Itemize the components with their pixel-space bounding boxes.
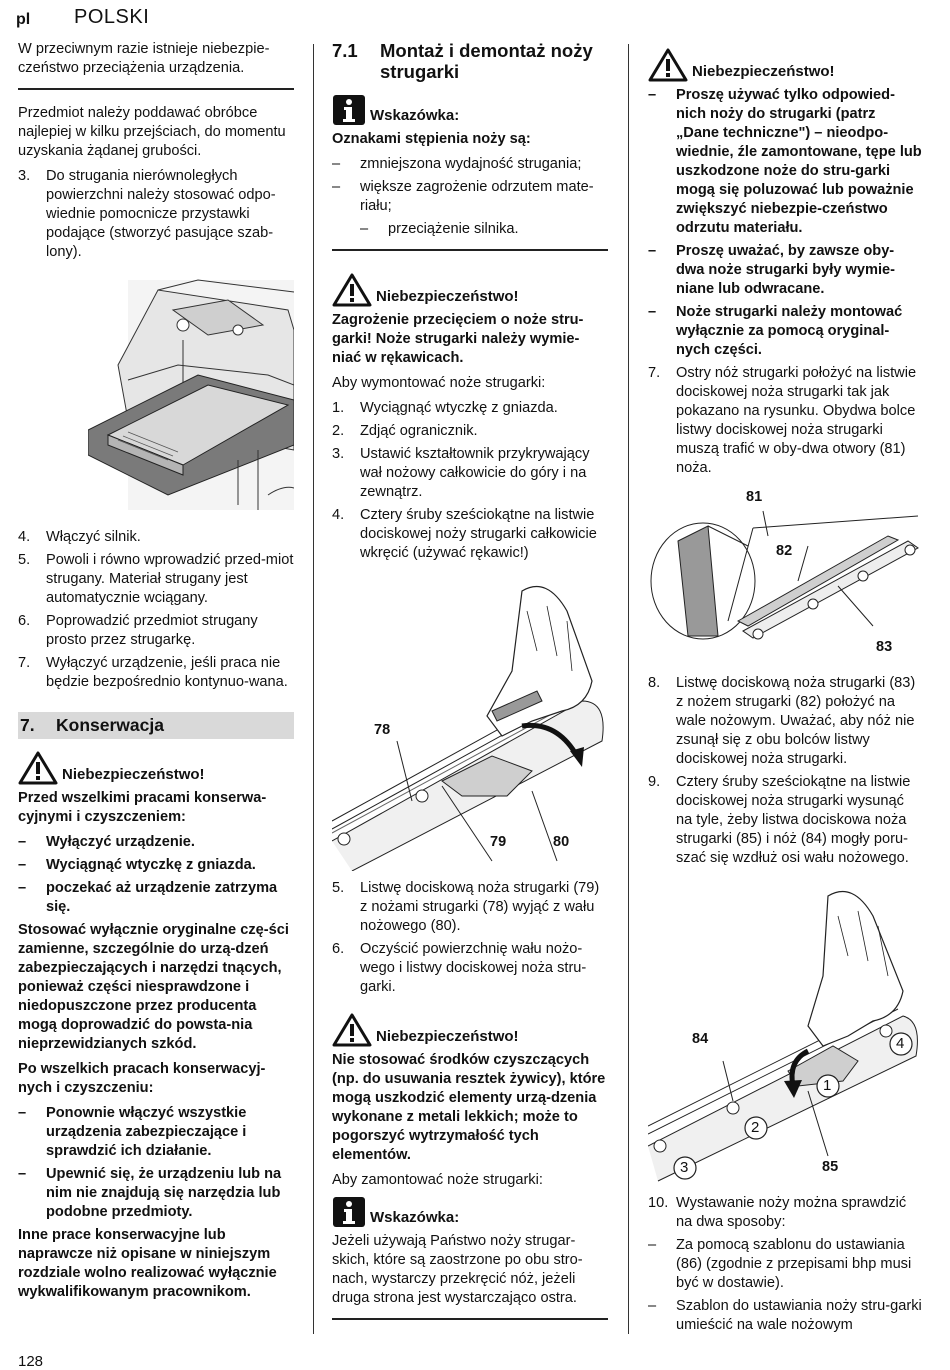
info-icon <box>332 1196 366 1228</box>
list-subitem: – przeciążenie silnika. <box>360 221 519 237</box>
list-item: – Proszę używać tylko odpowied-nich noży do strugarki (patrz „Dane techniczne") – nieodpo-wiednie, źle zamontowane, tępe lub uszkodzone noże do stru-garki mogą się poluzować lub poważnie zwiększyć niebezpie-czeństwo odrzutu materiału. <box>648 87 922 236</box>
remove-intro: Aby wymontować noże strugarki: <box>332 375 546 391</box>
list-item: – większe zagrożenie odrzutem mate-riału; <box>332 179 594 214</box>
danger-heading: Niebezpieczeństwo! <box>332 273 608 307</box>
warning-icon <box>648 48 688 82</box>
list-item: – Szablon do ustawiania noży stru-garki umieścić na wale nożowym <box>648 1298 922 1333</box>
figure-label: 84 <box>692 1031 709 1047</box>
parts-paragraph: Stosować wyłącznie oryginalne czę-ści zamienne, szczególnie do urzą-dzeń zabezpieczających i narzędzi tnących, ponieważ części niesprawdzone i niedopuszczone przez producenta mogą doprowadzić do powsta-nia nieprzewidzianych szkód. <box>18 922 289 1052</box>
list-item: – Ponownie włączyć wszystkie urządzenia zabezpieczające i sprawdzić ich działanie. <box>18 1105 247 1159</box>
figure-label: 80 <box>553 834 570 850</box>
divider <box>332 1318 608 1320</box>
knife-removal-figure <box>332 571 608 871</box>
section-heading: 7. Konserwacja <box>18 712 294 739</box>
step-item: 6. Poprowadzić przedmiot strugany prosto przez strugarkę. <box>18 613 258 648</box>
danger-heading: Niebezpieczeństwo! <box>332 1013 608 1047</box>
figure-label: 78 <box>374 722 391 738</box>
knife-adjust-figure <box>648 876 922 1186</box>
step-item: 5. Listwę dociskową noża strugarki (79) z nożami strugarki (78) wyjąć z wału nożowego (80). <box>332 880 600 934</box>
step-item: 7. Ostry nóż strugarki położyć na listwie dociskowej noża strugarki tak jak pokazano na rysunku. Obydwa bolce listwy dociskowej noża strugarki muszą trafić w oby-dwa otwory (81) noża. <box>648 365 917 476</box>
final-paragraph: Inne prace konserwacyjne lub naprawcze niż opisane w niniejszym rozdziale wolno realizować wyłącznie wykwalifikowanym pracownikom. <box>18 1227 277 1300</box>
step-item: 6. Oczyścić powierzchnię wału nożo-wego i listwy dociskowej noża stru-garki. <box>332 941 587 995</box>
figure-label: 2 <box>751 1119 760 1136</box>
subsection-heading: 7.1 Montaż i demontaż noży strugarki <box>332 40 593 82</box>
language-code: pl <box>16 11 31 28</box>
list-item: – Za pomocą szablonu do ustawiania (86) (zgodnie z przepisami bhp musi być w dostawie). <box>648 1237 912 1291</box>
page-header-title: POLSKI <box>74 6 150 28</box>
hint-text: Jeżeli używają Państwo noży strugar-skich, które są zaostrzone po obu stro-nach, wystarczy przekręcić nóż, jeżeli druga strona jest wystarczająco ostra. <box>332 1233 583 1306</box>
figure-label: 85 <box>822 1159 839 1175</box>
step-item: 9. Cztery śruby sześciokątne na listwie dociskowej noża strugarki wysunąć na tyle, żeby listwa dociskowa noża strugarki (85) i nóż (84) mogły poru-szać się wzdłuż osi wału nożowego. <box>648 774 911 866</box>
step-item: 4. Włączyć silnik. <box>18 529 141 545</box>
info-icon <box>332 94 366 126</box>
warning-icon <box>332 273 372 307</box>
hint-heading: Wskazówka: <box>332 1196 608 1228</box>
figure-label: 1 <box>823 1077 832 1094</box>
divider <box>18 88 294 90</box>
column-divider <box>313 44 314 1334</box>
list-item: – Upewnić się, że urządzeniu lub na nim nie znajdują się narzędzia lub podobne przedmioty. <box>18 1166 282 1220</box>
list-item: – zmniejszona wydajność strugania; <box>332 156 582 172</box>
column-divider <box>628 44 629 1334</box>
planer-figure <box>88 270 294 520</box>
step-item: 7. Wyłączyć urządzenie, jeśli praca nie będzie bezpośrednio kontynuo-wana. <box>18 655 288 690</box>
danger-text: Zagrożenie przecięciem o noże stru-garki! Noże strugarki należy wymie-niać w rękawicach. <box>332 312 584 366</box>
danger-intro: Przed wszelkimi pracami konserwa-cyjnymi i czyszczeniem: <box>18 790 267 825</box>
list-item: – Wyciągnąć wtyczkę z gniazda. <box>18 857 256 873</box>
figure-label: 4 <box>896 1035 905 1052</box>
list-item: – Wyłączyć urządzenie. <box>18 834 195 850</box>
column-middle <box>332 40 608 1334</box>
figure-label: 82 <box>776 543 793 559</box>
knife-placement-figure <box>648 486 922 666</box>
hint-heading: Wskazówka: <box>332 94 608 126</box>
warning-icon <box>18 751 58 785</box>
figure-label: 79 <box>490 834 507 850</box>
step-item: 5. Powoli i równo wprowadzić przed-miot strugany. Materiał strugany jest automatycznie wciągany. <box>18 552 294 606</box>
warning-icon <box>332 1013 372 1047</box>
danger-text: Nie stosować środków czyszczących (np. do usuwania resztek żywicy), które mogą uszkodzić elementy urzą-dzenia wykonane z metali lekkich; może to pogorszyć wytrzymałość tych elementów. <box>332 1052 606 1163</box>
column-left <box>18 40 294 1308</box>
step-item: 3. Do strugania nierównoległych powierzchni należy stosować odpo-wiednie pomocnicze przystawki podające (stworzyć pasujące szab-lony). <box>18 168 276 260</box>
figure-label: 3 <box>680 1159 689 1176</box>
list-item: – poczekać aż urządzenie zatrzyma się. <box>18 880 278 915</box>
hint-title: Oznakami stępienia noży są: <box>332 131 531 147</box>
step-item: 4. Cztery śruby sześciokątne na listwie dociskowej noży strugarki całkowicie wkręcić (używać rękawic!) <box>332 507 597 561</box>
column-right <box>648 44 922 1339</box>
step-item: 2. Zdjąć ogranicznik. <box>332 423 478 439</box>
step-item: 10. Wystawanie noży można sprawdzić na dwa sposoby: <box>648 1195 907 1230</box>
list-item: – Noże strugarki należy montować wyłącznie za pomocą oryginal-nych części. <box>648 304 903 358</box>
mount-intro: Aby zamontować noże strugarki: <box>332 1172 543 1188</box>
danger-heading: Niebezpieczeństwo! <box>648 48 922 82</box>
divider <box>332 249 608 251</box>
figure-label: 81 <box>746 489 763 505</box>
step-item: 1. Wyciągnąć wtyczkę z gniazda. <box>332 400 558 416</box>
danger-heading: Niebezpieczeństwo! <box>18 751 294 785</box>
intro-text: W przeciwnym razie istnieje niebezpie-czeństwo przeciążenia urządzenia. <box>18 41 270 76</box>
step-item: 8. Listwę dociskową noża strugarki (83) z nożem strugarki (82) położyć na wale nożowym. Uważać, aby nóż nie zsunął się z obu bolców listwy dociskowej noża strugarki. <box>648 675 916 767</box>
para-passes: Przedmiot należy poddawać obróbce najlepiej w kilku przejściach, do momentu uzyskania żądanej grubości. <box>18 105 286 159</box>
after-paragraph: Po wszelkich pracach konserwacyj-nych i czyszczeniu: <box>18 1061 266 1096</box>
step-item: 3. Ustawić kształtownik przykrywający wał nożowy całkowicie do góry i na zewnątrz. <box>332 446 590 500</box>
list-item: – Proszę uważać, by zawsze oby-dwa noże strugarki były wymie-niane lub odwracane. <box>648 243 895 297</box>
page-number: 128 <box>18 1353 44 1370</box>
figure-label: 83 <box>876 639 893 655</box>
